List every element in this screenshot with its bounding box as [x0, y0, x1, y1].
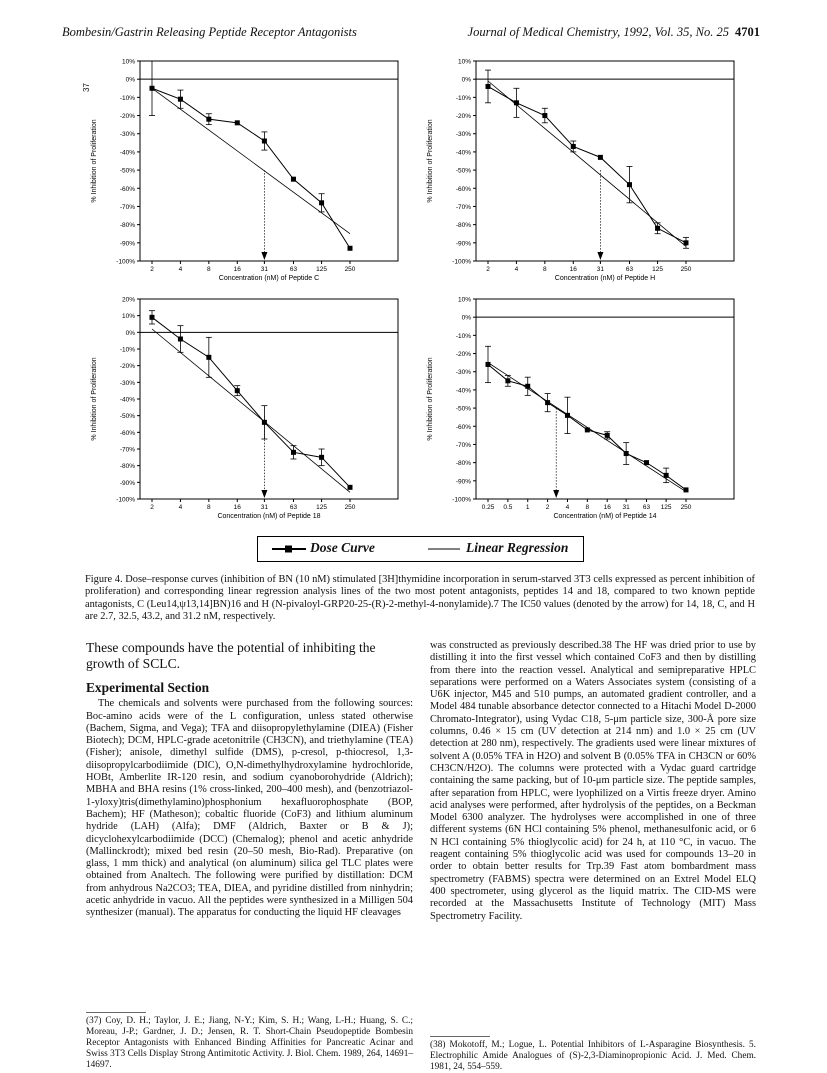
x-tick-label: 16: [603, 504, 611, 511]
journal-citation: Journal of Medical Chemistry, 1992, Vol. 35, No. 25: [467, 25, 729, 39]
data-point: [627, 182, 632, 187]
data-point: [291, 177, 296, 182]
data-point: [235, 120, 240, 125]
x-tick-label: 125: [652, 266, 664, 273]
y-tick-label: -30%: [455, 131, 471, 139]
y-tick-label: 10%: [121, 58, 135, 66]
x-tick-label: 31: [622, 504, 630, 511]
data-point: [525, 384, 530, 389]
x-tick-label: 0.25: [481, 504, 495, 511]
x-tick-label: 125: [316, 266, 328, 273]
x-tick-label: 4: [514, 266, 519, 273]
x-tick-label: 2: [545, 504, 550, 511]
y-tick-label: -50%: [119, 413, 135, 421]
y-tick-label: -60%: [119, 185, 135, 193]
y-axis-label: % Inhibition of Proliferation: [427, 119, 434, 203]
y-tick-label: 0%: [461, 314, 471, 322]
y-tick-label: 0%: [125, 329, 135, 337]
footnote-38: (38) Mokotoff, M.; Logue, L. Potential Inhibitors of L-Asparagine Biosynthesis. 5. Electrophilic Amide Analogues of (S)-2,3-Diaminopropionic Acid. J. Med. Chem. 1981, 24, 554–559.: [430, 1040, 756, 1072]
y-tick-label: -90%: [119, 479, 135, 487]
x-tick-label: 31: [260, 504, 269, 511]
data-point: [542, 113, 547, 118]
x-tick-label: 250: [680, 266, 692, 273]
data-point: [565, 413, 570, 418]
data-point: [598, 155, 603, 160]
y-tick-label: -70%: [119, 203, 135, 211]
data-point: [545, 400, 550, 405]
x-axis-label: Concentration (nM) of Peptide 18: [217, 513, 321, 520]
linear-regression-symbol: [428, 544, 460, 554]
y-tick-label: -60%: [119, 429, 135, 437]
x-tick-label: 4: [178, 504, 183, 511]
y-tick-label: -50%: [455, 405, 471, 413]
x-axis-label: Concentration (nM) of Peptide C: [218, 275, 320, 282]
header-left: Bombesin/Gastrin Releasing Peptide Receptor Antagonists: [62, 25, 357, 39]
dose-curve: [152, 317, 350, 487]
data-point: [150, 86, 155, 91]
chart-peptide-18: [80, 293, 410, 525]
y-tick-label: -100%: [116, 258, 135, 266]
y-tick-label: 20%: [121, 296, 135, 304]
x-tick-label: 63: [625, 266, 634, 273]
y-tick-label: -40%: [119, 149, 135, 157]
y-tick-label: 0%: [125, 76, 135, 84]
x-tick-label: 2: [150, 266, 154, 273]
y-tick-label: -40%: [455, 149, 471, 157]
y-axis-label: % Inhibition of Proliferation: [91, 357, 98, 441]
x-tick-label: 4: [178, 266, 183, 273]
dose-curve: [152, 88, 350, 248]
ic50-arrow-head: [261, 490, 267, 498]
data-point: [150, 315, 155, 320]
x-tick-label: 8: [207, 266, 211, 273]
y-tick-label: -80%: [119, 222, 135, 230]
x-tick-label: 16: [569, 266, 577, 273]
side-number: 37: [81, 83, 91, 92]
y-tick-label: -10%: [455, 332, 471, 340]
x-tick-label: 31: [260, 266, 269, 273]
header-right: [468, 25, 760, 40]
y-axis-label: % Inhibition of Proliferation: [427, 357, 434, 441]
ic50-arrow-head: [553, 490, 559, 498]
y-tick-label: -100%: [452, 496, 471, 504]
x-axis-label: Concentration (nM) of Peptide 14: [553, 513, 657, 520]
y-tick-label: 0%: [461, 76, 471, 84]
data-point: [319, 455, 324, 460]
y-tick-label: -20%: [119, 363, 135, 371]
y-tick-label: -90%: [119, 240, 135, 248]
plot-frame: [140, 61, 398, 261]
x-tick-label: 250: [680, 504, 692, 511]
data-point: [514, 100, 519, 105]
y-tick-label: -80%: [455, 222, 471, 230]
x-axis-label: Concentration (nM) of Peptide H: [554, 275, 656, 282]
y-tick-label: -20%: [455, 351, 471, 359]
data-point: [571, 144, 576, 149]
page-number: 4701: [735, 25, 760, 39]
y-tick-label: 10%: [121, 313, 135, 321]
y-tick-label: -90%: [455, 240, 471, 248]
data-point: [486, 84, 491, 89]
data-point: [684, 487, 689, 492]
section-heading: Experimental Section: [86, 680, 210, 695]
regression-line: [488, 363, 686, 492]
y-tick-label: -10%: [119, 94, 135, 102]
y-tick-label: -100%: [116, 496, 135, 504]
data-point: [206, 355, 211, 360]
running-head: [62, 25, 760, 43]
plot-frame: [476, 299, 734, 499]
footnote-rule-left: [86, 1012, 146, 1013]
data-point: [664, 473, 669, 478]
data-point: [262, 139, 267, 144]
chart-peptide-c: [80, 55, 410, 287]
y-tick-label: -50%: [455, 167, 471, 175]
lead-paragraph: These compounds have the potential of inhibiting the growth of SCLC.: [86, 640, 376, 671]
y-tick-label: -70%: [119, 446, 135, 454]
chart-peptide-14: [416, 293, 746, 525]
y-tick-label: -20%: [119, 113, 135, 121]
y-tick-label: -60%: [455, 423, 471, 431]
body-paragraph-right: was constructed as previously described.38 The HF was dried prior to use by distilling it into the first vessel which contained CoF3 and then by distilling from there into the reaction vessel. Analytical and semipreparative HPLC separations were performed on a Waters Associates system (consisting of a U6K injector, M45 and 510 pumps, an automated gradient controller, and a Model 484 tunable absorbance detector connected to a Hitachi Model D-2000 Chromato-Integrator), using Vydac C18, 5-μm particle size, 300-Å pore size columns, 0.46 × 15 cm (UV detection at 214 nm) and 1.0 × 25 cm (UV detection at 280 nm), respectively. The gradients used were linear mixtures of solvent A (0.05% TFA in H2O) and solvent B (0.05% TFA in CH3CN or 60% CH3CN/H2O). The columns were protected with a Vydac guard cartridge containing the same packing, but of 10-μm particle size. The peptide samples, after separation from HPLC, were lyophilized on a Virtis freeze dryer. Amino acid analyses were performed, after hydrolysis of the peptides, on a Beckman Model 6300 analyzer. The hydrolyses were accomplished in one of three different systems (6N HCl containing 5% phenol, methanesulfonic acid, or 6 N HCl containing 5% thioglycolic acid) for 24 h, at 110 °C, in vacuo. The reagent containing 5% thioglycolic acid was used for compounds 13–20 in order to obtain better results for Trp.39 Fast atom bombardment mass spectrometry (FABMS) spectra were determined on an Extrel Model ELQ 400 spectrometer, using glycerol as the liquid matrix. The CID-MS were recorded at the Massachusetts Institute of Technology (MIT) Mass Spectrometry Facility.: [430, 640, 756, 922]
legend-dose-label: Dose Curve: [310, 540, 375, 555]
y-tick-label: 10%: [457, 296, 471, 304]
regression-line: [152, 329, 350, 492]
data-point: [348, 485, 353, 490]
data-point: [644, 460, 649, 465]
x-tick-label: 63: [642, 504, 651, 511]
right-column: [430, 640, 756, 923]
y-tick-label: -20%: [455, 113, 471, 121]
x-tick-label: 63: [289, 266, 298, 273]
y-tick-label: 10%: [457, 58, 471, 66]
data-point: [178, 97, 183, 102]
footnote-37: (37) Coy, D. H.; Taylor, J. E.; Jiang, N-Y.; Kim, S. H.; Wang, L-H.; Huang, S. C.; Moreau, J-P.; Gardner, J. D.; Jensen, R. T. Short-Chain Pseudopeptide Bombesin Receptor Antagonists with Enhanced Binding Affinities for Pancreatic Acinar and Swiss 3T3 Cells Display Strong Antimitotic Activity. J. Biol. Chem. 1989, 264, 14691–14697.: [86, 1016, 413, 1070]
x-tick-label: 8: [585, 504, 590, 511]
data-point: [348, 246, 353, 251]
x-tick-label: 63: [289, 504, 298, 511]
y-tick-label: -10%: [455, 94, 471, 102]
y-tick-label: -40%: [455, 387, 471, 395]
data-point: [655, 226, 660, 231]
data-point: [684, 240, 689, 245]
y-tick-label: -70%: [455, 441, 471, 449]
y-tick-label: -30%: [455, 369, 471, 377]
left-column: [86, 640, 413, 920]
chart-peptide-h: [416, 55, 746, 287]
x-tick-label: 125: [316, 504, 328, 511]
ic50-arrow-head: [261, 252, 267, 260]
plot-frame: [140, 299, 398, 499]
x-tick-label: 16: [233, 504, 241, 511]
data-point: [319, 200, 324, 205]
x-tick-label: 8: [207, 504, 211, 511]
body-paragraph-left: The chemicals and solvents were purchased from the following sources: Boc-amino acids were of the L configuration, unless stated otherwise (Bachem, Sigma, and Vega); TFA and diisopropylethylamine (DIEA) (Fisher Biotech); DCM, HPLC-grade acetonitrile (CH3CN), and triethylamine (TEA) (Fisher); anisole, dimethyl sulfide (DMS), p-cresol, p-thiocresol, 1,3-diisopropylcarbodiimide (DIC), O,N-dimethylhydroxylamine hydrochloride, HOBt, Amberlite IR-120 resin, and sodium cyanoborohydride (Aldrich); MBHA and BHA resins (1% cross-linked, 200–400 mesh), and (benzotriazol-1-yloxy)tris(dimethylamino)phosphonium hexafluorophosphate (BOP, Bachem); HF (Matheson); cobaltic fluoride (CoF3) and lithium aluminum hydride (LAH) (Alfa); DMF (Aldrich, Baxter or B & J); dicyclohexylcarbodiimide (DCC) (Chemalog); phenol and acetic anhydride (Mallinckrodt); mixed bed resin (20–50 mesh, Bio-Rad). Preparative (on glass, 1 mm thick) and analytical (on aluminum) silica gel TLC plates were obtained from Analtech. The following were purified by distillation: DCM from anhydrous Na2CO3; TEA, DIEA, and pyridine distilled from ninhydrin; acetic anhydride in vacuo. All the peptides were synthesized in a Milligen 504 synthesizer (manual). The apparatus for conducting the liquid HF cleavages: [86, 698, 413, 919]
dose-curve: [488, 86, 686, 242]
y-tick-label: -90%: [455, 478, 471, 486]
x-tick-label: 125: [660, 504, 672, 511]
data-point: [206, 117, 211, 122]
data-point: [624, 451, 629, 456]
y-tick-label: -80%: [455, 460, 471, 468]
legend-linear-regression: [428, 540, 568, 556]
y-tick-label: -100%: [452, 258, 471, 266]
regression-line: [488, 81, 686, 246]
ic50-arrow-head: [597, 252, 603, 260]
figure-caption: Figure 4. Dose–response curves (inhibition of BN (10 nM) stimulated [3H]thymidine incorporation in serum-starved 3T3 cells expressed as percent inhibition of proliferation) and corresponding linear regression analysis lines of the two most potent antagonists, peptides 14 and 18, compared to two known peptide antagonists, C (Leu14,ψ13,14]BN)16 and H (N-pivaloyl-GRP20-25-(R)-2-methyl-4-nonylamide).7 The IC50 values (denoted by the arrow) for 14, 18, C, and H are 2.7, 32.5, 43.2, and 31.2 nM, respectively.: [85, 574, 755, 622]
figure-legend: [257, 536, 584, 562]
x-tick-label: 31: [596, 266, 605, 273]
y-tick-label: -80%: [119, 463, 135, 471]
x-tick-label: 0.5: [503, 504, 513, 511]
y-tick-label: -30%: [119, 131, 135, 139]
data-point: [486, 362, 491, 367]
data-point: [585, 427, 590, 432]
x-tick-label: 250: [344, 504, 356, 511]
legend-dose-curve: [272, 540, 375, 556]
y-tick-label: -30%: [119, 379, 135, 387]
y-tick-label: -50%: [119, 167, 135, 175]
data-point: [505, 378, 510, 383]
x-tick-label: 16: [233, 266, 241, 273]
y-tick-label: -60%: [455, 185, 471, 193]
footnote-rule-right: [430, 1036, 490, 1037]
x-tick-label: 250: [344, 266, 356, 273]
data-point: [291, 450, 296, 455]
data-point: [235, 388, 240, 393]
y-tick-label: -40%: [119, 396, 135, 404]
x-tick-label: 2: [486, 266, 490, 273]
data-point: [605, 433, 610, 438]
x-tick-label: 1: [525, 504, 530, 511]
x-tick-label: 4: [565, 504, 570, 511]
dose-curve-symbol: [272, 544, 306, 554]
data-point: [178, 337, 183, 342]
y-tick-label: -70%: [455, 203, 471, 211]
legend-lr-label: Linear Regression: [466, 540, 569, 555]
x-tick-label: 8: [543, 266, 547, 273]
y-axis-label: % Inhibition of Proliferation: [91, 119, 98, 203]
y-tick-label: -10%: [119, 346, 135, 354]
x-tick-label: 2: [150, 504, 154, 511]
